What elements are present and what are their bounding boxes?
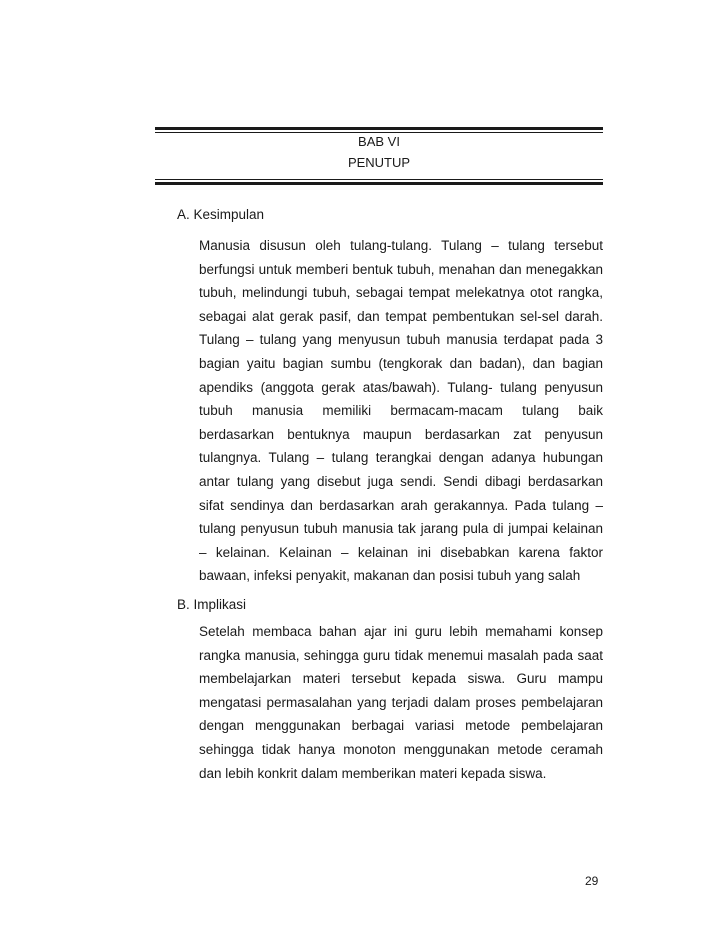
header-rule-bottom-thin <box>155 179 603 180</box>
header-rule-bottom <box>155 182 603 185</box>
section-body-implikasi: Setelah membaca bahan ajar ini guru lebih memahami konsep rangka manusia, sehingga guru tidak menemui masalah pada saat membelajarkan materi tersebut kepada siswa. Guru mampu mengatasi permasalahan yang terjadi dalam proses pembelajaran dengan menggunakan berbagai variasi metode pembelajaran sehingga tidak hanya monoton menggunakan metode ceramah dan lebih konkrit dalam memberikan materi kepada siswa. <box>199 624 603 781</box>
section-heading-implikasi: B. Implikasi <box>177 597 247 612</box>
page-number: 29 <box>585 874 599 888</box>
header-rule-top <box>155 127 603 130</box>
header-rule-top-thin <box>155 132 603 133</box>
chapter-number: BAB VI <box>358 134 400 149</box>
chapter-title: PENUTUP <box>347 155 411 170</box>
section-heading-kesimpulan: A. Kesimpulan <box>177 207 265 222</box>
section-body-kesimpulan: Manusia disusun oleh tulang-tulang. Tulang – tulang tersebut berfungsi untuk memberi bentuk tubuh, menahan dan menegakkan tubuh, melindungi tubuh, sebagai tempat melekatnya otot rangka, sebagai alat gerak pasif, dan tempat pembentukan sel-sel darah. Tulang – tulang yang menyusun tubuh manusia terdapat pada 3 bagian yaitu bagian sumbu (tengkorak dan badan), dan bagian apendiks (anggota gerak atas/bawah). Tulang- tulang penyusun tubuh manusia memiliki bermacam-macam tulang baik berdasarkan bentuknya maupun berdasarkan zat penyusun tulangnya. Tulang – tulang terangkai dengan adanya hubungan antar tulang yang disebut juga sendi. Sendi dibagi berdasarkan sifat sendinya dan berdasarkan arah gerakannya. Pada tulang – tulang penyusun tubuh manusia tak jarang pula di jumpai kelainan – kelainan. Kelainan – kelainan ini disebabkan karena faktor bawaan, infeksi penyakit, makanan dan posisi tubuh yang salah <box>199 238 603 584</box>
